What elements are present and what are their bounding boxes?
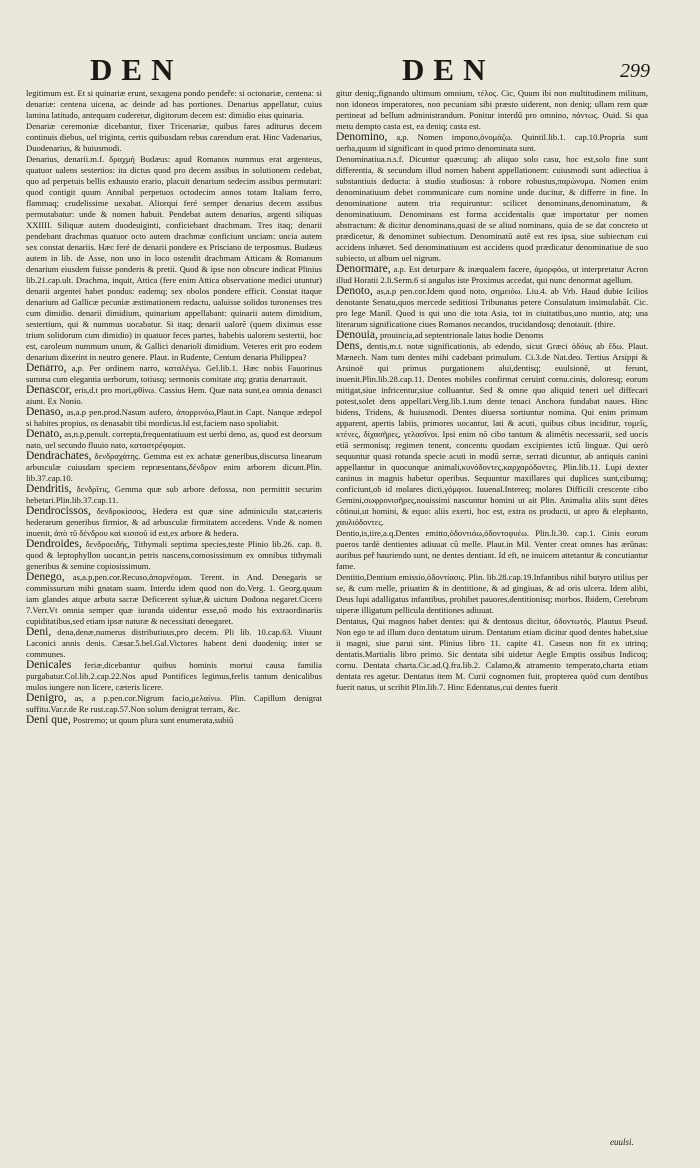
entry-lemma: Denicales [26, 659, 72, 671]
entry-lemma: Denarro, [26, 362, 67, 374]
header-right-word: DEN [402, 52, 495, 87]
dictionary-entry [26, 88, 322, 121]
dictionary-entry [26, 539, 322, 572]
dictionary-entry [336, 341, 648, 528]
entry-text: Denariæ ceremoniæ dicebantur, fixer Tricenariæ, quibus fares aditurus decem continuis diebus, uel triginta, certis quibusdam rebus carendum erat. Hinc Vadenarius, Duodenarius, & huiusmodi. [26, 121, 322, 153]
dictionary-entry [26, 121, 322, 154]
entry-text: δενδροειδής, Tithymali septima species,teste Plinio lib.26. cap. 8. quod & leptophyllon uocant,in petris nascens,comosissimum ex omnibus tithymali generibus & semine copiosissimum. [26, 539, 322, 571]
dictionary-entry [26, 660, 322, 693]
dictionary-entry [336, 572, 648, 616]
header-left-word: DEN [90, 52, 183, 87]
right-column [336, 88, 648, 1140]
entry-text: gitur deniq;,fignando ultimum omnium, τέλος. Cic, Quum ibi non multitudinem militum, non idoneos imperatores, non pecuniam sibi præsto uiderent, non deniq; ullam rem quæ pertineat ad bellum administrandum. Ponitur interdū pro omnino, πάντως. Ouid. Si qua metu dempto casta est, ea deniq; casta est. [336, 88, 648, 131]
entry-lemma: Dens, [336, 340, 363, 352]
dictionary-entry [26, 451, 322, 484]
left-column [26, 88, 322, 1140]
dictionary-entry [26, 693, 322, 715]
dictionary-entry [26, 627, 322, 660]
entry-text: dentis,m.t. notæ significationis, ab edendo, sicut Græci ὀδόυς ab ἔδω. Plaut. Mænech. Nam tum dentes mihi cadebant primulum. Ci.3.de Nat.deo. Tertius Arsippi & Arsinoë qui primus purgationem alui,dentisq; euulsionē, ut ferunt, inuenit.Plin.lib.28.cap.11. Dentes mobiles confirmat ceruinī cornu.cinis, doloresq; eorum mitigat,siue infricentur,siue colluantur. Sed & omne quo aliquid teneri uel diffecari potest,solet dens appellari.Verg.lib.1.tum dente tenaci Anchora fundabat naues. Hinc bidens, Tridens, & huiusmodi. Dentes diuersa sortiuntur nomina. Qui enim primum apparent, apertis labiis, primores uocantur, lati & acuti, quibus cibus inciditur, τομεῖς, κτένες, δίχασῆρες, γελασῖνοι. Ipsi enim nō cibo tantum & alimētis necessarii, sed uocis etiā sermonisq; regimen tenent, concentu quodam excipientes ictū linguæ. Qui uerò sequuntur quasi rotunda specie acuti in modū serræ, serrati dicuntur, ab antiquis canini appellantur in quocunque animali,κυνόδοντες,καρχαρόδοντες. Plin.lib.11. Lupi dexter caninus in magnis habetur operibus. Sequuntur maxillares qui duplices sunt,cibumq; conficiunt,ob id molares dicti,γόμφιοι. Iuuenal.Intereq; molares Difficili crescente cibo Gemini,σωφρονισῆρες,nouissimi nascuntur homini ut ait Plin. Animalia aliis sunt dētes cōtinui,ut homini, & equo: aliis exerti, hoc est, extra os producti, ut apro & elephanto, χαυλιόδοντες. [336, 341, 648, 527]
dictionary-entry [26, 385, 322, 407]
entry-lemma: Denigro, [26, 692, 67, 704]
entry-text: a.p. Est deturpare & inæqualem facere, ἀμορφόω, ut interpretatur Acron illud Horatii 2.li.Serm.6 si angulus iste Proximus accedat, qui nunc denormat agellum. [336, 264, 648, 285]
dictionary-entry [336, 88, 648, 132]
entry-text: Postremo; ut quum plura sunt enumerata,subiū [72, 715, 234, 725]
entry-lemma: Deni, [26, 626, 52, 638]
entry-text: dena,denæ,numerus distributiuus,pro decem. Pli lib. 10.cap.63. Viuunt Laconici annis denis. Cæsar.5.bel.Gal.Victores habent deni duodeniq; inter se communes. [26, 627, 322, 659]
entry-text: feriæ,dicebantur quibus hominis mortui causa familia purgabatur.Col.lib.2.cap.22.Nos apud Pontifices legimus,ferlis tantum denicalibus mulos iungere non licere, cæteris licere. [26, 660, 322, 692]
entry-lemma: Denaso, [26, 406, 64, 418]
dictionary-entry [336, 616, 648, 693]
dictionary-entry [336, 286, 648, 330]
dictionary-entry [336, 264, 648, 286]
page-number: 299 [620, 60, 650, 82]
entry-text: prouincia,ad septentrionale latus hodie Denoms [380, 330, 544, 340]
entry-text: as,n.p,penult. correpta,frequentatiuum est uerbi deno, as, quod est deorsum nato, uel secundo fluuio nato, καταστρέφομαι. [26, 429, 322, 450]
dictionary-entry [26, 407, 322, 429]
dictionary-entry [336, 330, 648, 341]
dictionary-entry [26, 484, 322, 506]
dictionary-entry [26, 572, 322, 627]
entry-lemma: Denego, [26, 571, 65, 583]
entry-text: a,p. Per ordinem narro, καταλέγω. Gel.lib.1. Hæc nobis Fauorinus summa cum elegantia uerborum, totiusq; sermonis comitate atq; gratia denarrauit. [26, 363, 322, 384]
entry-text: as,a.p,pen.cor.Recuso,ἀπαρνέομαι. Terent. in And. Denegaris se commissurum mihi gnatam suam. Interdu idem quod non do.Verg. 1. Georg.quum iam glandes atque arbuta sacræ Deficerent syluæ,& uictum Dodona negaret.Cicero 7.Verr.Vt omnia semper quæ iuranda uidentur esse,nō modo his extraordinariis cupiditatibus,sed etiam ipsæ naturæ & necessitati denegaret. [26, 572, 322, 626]
dictionary-entry [26, 363, 322, 385]
entry-text: Dentitio,Dentium emissio,ὀδοντίασις. Plin. lib.28.cap.19.Infantibus nihil butyro utilius per se, & cum melle, priuatim & in dentitione, & ad gingiuas, & ad oris ulcera. Idem alibi, Deus lupi adalligatus infantibus, prohibet pauores,dentitionisq; morbos. Ibidem, Cerebrum uiperæ illigatum pellicula dentitiones adiuuat. [336, 572, 648, 615]
entry-lemma: Denouia, [336, 329, 378, 341]
entry-text: legitimum est. Et si quinariæ erunt, sexagena pondo pendeře: si octonariæ, centena: si denariæ: centena uicena, ac deinde ad has portiones. Denarius appellatur, cuius lamina latitudo, antequam cuderetur, digitorum decem est: dimidio eius quinaria. [26, 88, 322, 120]
entry-lemma: Dendrocissos, [26, 505, 91, 517]
running-header [0, 52, 700, 92]
dictionary-entry [336, 154, 648, 264]
entry-lemma: Deni que, [26, 714, 71, 726]
entry-lemma: Denormare, [336, 263, 391, 275]
entry-lemma: Denoto, [336, 285, 373, 297]
dictionary-entry [26, 506, 322, 539]
entry-lemma: Denato, [26, 428, 63, 440]
entry-lemma: Denomino, [336, 131, 388, 143]
dictionary-entry [26, 154, 322, 363]
dictionary-entry [336, 132, 648, 154]
dictionary-entry [336, 528, 648, 572]
entry-text: δενδροκίσσος, Hedera est quæ sine adminiculo stat,cæteris hederarum generibus firmior, & ad arbusculæ firmitatem accedens. Vnde & nomen inuenit, ἀπὸ τῦ δένδρου καὶ κισσοῦ id est,ex arbore & hedera. [26, 506, 322, 538]
entry-text: δενδρῖτις, Gemma quæ sub arbore defossa, non permittit securim hebetari.Plin.lib.37.cap.11. [26, 484, 322, 505]
entry-text: as, a p.pen.cor.Nigrum facio,μελαίνω. Plin. Capillum denigrat suffitu.Var.r.de Re rust.cap.57.Non solum denigrat terram, &c. [26, 693, 322, 714]
entry-lemma: Dendritis, [26, 483, 72, 495]
entry-text: Denarius, denarii.m.f. δραχμή Budæus: apud Romanos nummus erat argenteus, quatuor ualens sestertios: ita dictus quod pro decem assibus in solutionem cedebat, quo ad perpetuis bellis exhausto erario, placuit denarium sedecim assibus permutari: quod contigit quum Annibal perpetuos octodecim annos totam Italiam ferro, flammaq; crudelissime uexabat. Aliorqui feré semper denarius decem assibus permutabatur: unde & nomen habuit. Pendebat autem denarius, argenti siliquas XXIIII. Siliquæ autem duodeuiginti, conficiebant drachmam. Tres itaq; denarii pendebant drachmas quatuor octo autem drachmæ conficiunt unciam: uncia autem sex constat denariis. Hæc feré de denarii pondere ex Prisciano de terposmus. Budæus autem in lib. de Asse, non uno in loco ostendit drachmam Atticam & Romanum denarium eiusdem fuisse ponderis & pretii. Quod & ipse non obscure indicat Plinius lib.21.cap.ult. Drachma, inquit, Attica (fere enim Attica observatione medici utuntur) denarii argentei habet pondus: eademq; sex obolos pondere efficit. Constat itaque denarium ad Gallicæ pecuniæ æstimationem redactu, ualuisse solidos turonenses tres cum dimidio. denarii dimidium, quinarium appellabant: quinarii autem dimidium, sestertium, qui & nummus uocabatur. Si itaq; denarii ualorē (quem diximus esse trium solidorum cum dimidio) in quatuor feces partes, habebis ualorem sestertii, hoc est, caroleum nummum unum, & Gallici denarioli dimidium. Veteres erit pro eodem denarium dixerint in neutro genere. Plaut. in Rudente, Centum denaria Philippea? [26, 154, 322, 362]
entry-text: Dentio,is,iire,a.q.Dentes emitto,ὀδοντιάω,ὀδοντοφυέω. Plin.li.30. cap.1. Cinis eorum pueros tardè dentientes adiuuat cū melle. Plaut.in Mil. Venter creat omnes has ærūnas: auribus peř hauriendo sunt, ne dentes dentiant. Id eft, ne inuicem attetantur & concutiantur fame. [336, 528, 648, 571]
entry-text: a,p. Nomen impono,ὀνομάζω. Quintil.lib.1. cap.10.Propria sunt uerba,quum id significant in quod primo denominata sunt. [336, 132, 648, 153]
catchword: euulsi. [610, 1137, 634, 1147]
entry-text: as,a.p pen.prod.Nasum aufero, ἀπορρινόω,Plaut.in Capt. Nanque ædepol si habites propius, os denasabit tibi mordicus.Id est,faciem naso spoliabit. [26, 407, 322, 428]
dictionary-entry [26, 715, 322, 726]
entry-lemma: Denascor, [26, 384, 72, 396]
entry-text: δενδραχάτης. Gemma est ex achatæ generibus,discursu linearum arbusculæ cuiusdam speciem repræsentans,δένδρον enim arborem dicunt.Plin. lib.37.cap.10. [26, 451, 322, 483]
dictionary-entry [26, 429, 322, 451]
entry-text: Dentatus, Qui magnos habet dentes: qui & dentosus dicitur, ὀδοντωτός. Plautus Pseud. Non ego te ad illum duco dentatum uirum. Dentatum etiam dicitur quod dentes habet,siue ii magni, siue parui sint. Plinius libro 11. capite 41. Caseus non fit ex utrinq; dentatis.Martialis libro primo. Sic dentata sibi uidetur Aegle Emptis ossibus Indicoq; cornu. Dentata charta.Cic.ad.Q.fra.lib.2. Calamo,& atramento temperato,charta etiam dentata res agetur. Dentatus item M. Curii cognomen fuit, propterea quòd cum dentibus fuerit natus, ut scribit Plin.lib.7. Hinc Edentatus,cui dentes fuerit [336, 616, 648, 692]
entry-lemma: Dendrachates, [26, 450, 92, 462]
entry-text: eris,d.t pro mori,φθίνω. Cassius Hem. Quæ nata sunt,ea omnia denasci aiunt. Ex Nonio. [26, 385, 322, 406]
entry-lemma: Dendroides, [26, 538, 82, 550]
entry-text: as,a.p pen.cor.Idem quod noto, σημειόω. Liu.4. ab Vrb. Haud dubie Icilios denotante Senatu,quos mercede seditiosi Tribunatus petere Consulatum insimulabāt. Cic. pro lege Manil. Quod is qui uno die tota Asia, tot in ciuitatibus,uno nuntio, atq; una literarum significatione ciues Romanos necandos, trucidandosq; denotauit. (thire. [336, 286, 648, 329]
entry-text: Denominatiua.n.s.f. Dicuntur quæcunq; ab aliquo solo casu, hoc est,solo fine sunt differentia, & secundum illud nomen habent appellationem: cuiusmodi sunt adiectiua à substantiuis deducta: à studio studiosus: à robore robustus,παρώνυμα. Nomen enim denominatiuum debet communicare cum nomine unde ducitur, & differre in fine. In denominatione autem tria requiruntur: scilicet denominans,denominatum, & denominatiuum. Denominans est forma accidentalis quæ importatur per nomen abstractum: & dicitur denominans,quasi de se aliud nominans, quia de se dat concreto ut prædicetur, & denominet subiectum. Denominatū autē est res ipsa, siue subiectum cui accidens inhæret. Sed denominatiuum est accidens quod prædicatur denominatiue de suo subiecto, ut album uel nigrum. [336, 154, 648, 263]
